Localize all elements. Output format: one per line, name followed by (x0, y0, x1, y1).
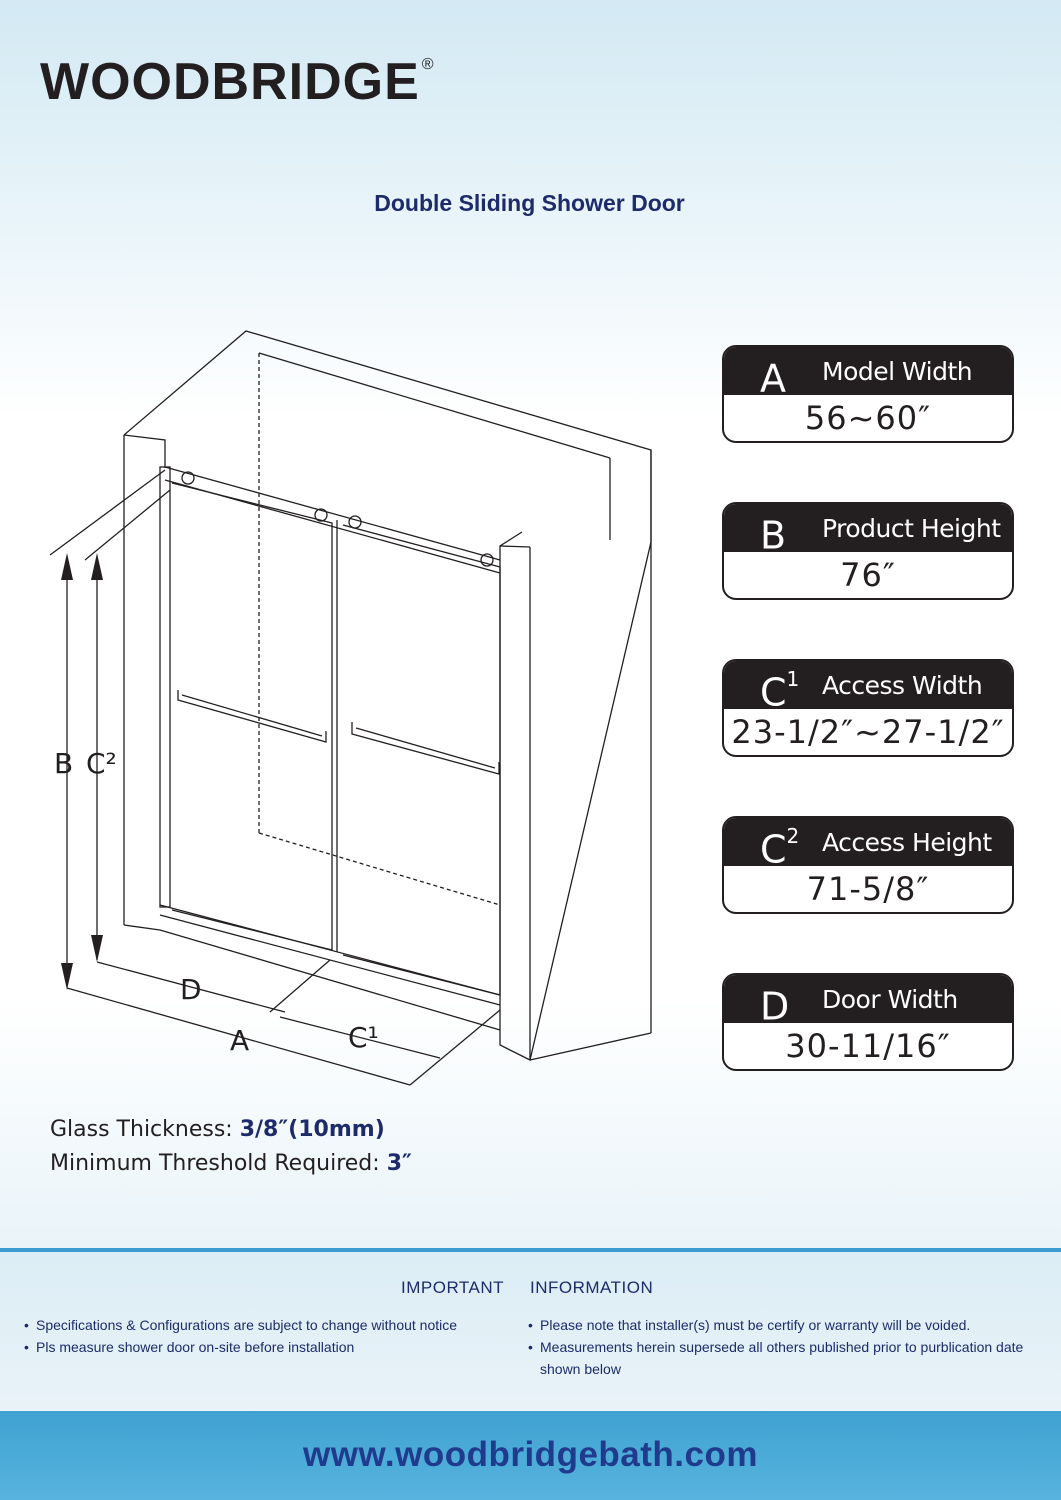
spec-letter: $C^2$ (760, 824, 800, 872)
spec-value: 76″ (840, 556, 896, 594)
spec-value: 30-11/16″ (785, 1027, 951, 1065)
spec-label: Access Width (822, 671, 983, 700)
info-title-right: INFORMATION (530, 1278, 654, 1297)
minimum-threshold: Minimum Threshold Required: 3″ (50, 1151, 412, 1176)
arrow-b-bottom (61, 963, 73, 990)
shower-door-diagram (0, 300, 700, 1100)
spec-label: Access Height (822, 828, 992, 857)
arrow-b-top (61, 553, 73, 580)
spec-letter: D (760, 984, 790, 1029)
brand-logo (40, 52, 435, 112)
label-d: D (180, 973, 202, 1006)
document-title: Double Sliding Shower Door (374, 190, 685, 216)
arrow-c2-top (91, 553, 103, 580)
spec-box-product-height (722, 502, 1014, 600)
alcove-outline (124, 331, 651, 1060)
dim-d-ext (270, 960, 330, 1012)
list-item: • Specifications & Configurations are subject to change without notice (24, 1314, 514, 1336)
spec-box-door-width (722, 973, 1014, 1071)
panel-right (343, 525, 500, 995)
spec-value: 71-5/8″ (806, 870, 930, 908)
spec-box-access-width (722, 659, 1014, 757)
info-right-column (528, 1314, 1048, 1380)
panel-left (172, 483, 332, 950)
footer (0, 1411, 1061, 1500)
label-b: B (54, 747, 74, 780)
right-wall-bottom (530, 1033, 651, 1060)
glass-thickness: Glass Thickness: 3/8″(10mm) (50, 1117, 385, 1142)
back-wall-top (259, 353, 610, 458)
left-wall-inner (124, 435, 165, 468)
info-left-column (24, 1314, 514, 1358)
dim-c2-ext-1 (85, 490, 170, 560)
spec-box-model-width (722, 345, 1014, 443)
list-item: • Please note that installer(s) must be certify or warranty will be voided. (528, 1314, 1048, 1336)
spec-label: Door Width (822, 985, 958, 1014)
label-c2: C² (86, 747, 117, 780)
spec-box-access-height (722, 816, 1014, 914)
registered-mark: ® (421, 56, 435, 73)
list-item: • Measurements herein supersede all others published prior to purblication date shown below (528, 1336, 1048, 1380)
floor-dash (259, 833, 500, 905)
label-c1: C¹ (348, 1021, 379, 1054)
spec-letter: A (760, 356, 786, 401)
list-item: • Pls measure shower door on-site before installation (24, 1336, 514, 1358)
info-title-left: IMPORTANT (401, 1278, 505, 1297)
dim-a-ext (410, 1010, 500, 1085)
brand-name: WOODBRIDGE (40, 53, 420, 111)
spec-label: Product Height (822, 514, 1001, 543)
roller-3 (349, 516, 361, 528)
spec-label: Model Width (822, 357, 973, 386)
label-a: A (230, 1024, 250, 1057)
spec-value: 23-1/2″~27-1/2″ (731, 713, 1005, 751)
left-jamb (160, 467, 170, 907)
website-link[interactable]: www.woodbridgebath.com (303, 1435, 758, 1474)
spec-letter: $C^1$ (760, 667, 800, 715)
arrow-c2-bottom (91, 935, 103, 962)
important-information (0, 1248, 1061, 1415)
spec-value: 56~60″ (804, 399, 932, 437)
right-wall-top (500, 546, 530, 547)
spec-letter: B (760, 513, 787, 558)
